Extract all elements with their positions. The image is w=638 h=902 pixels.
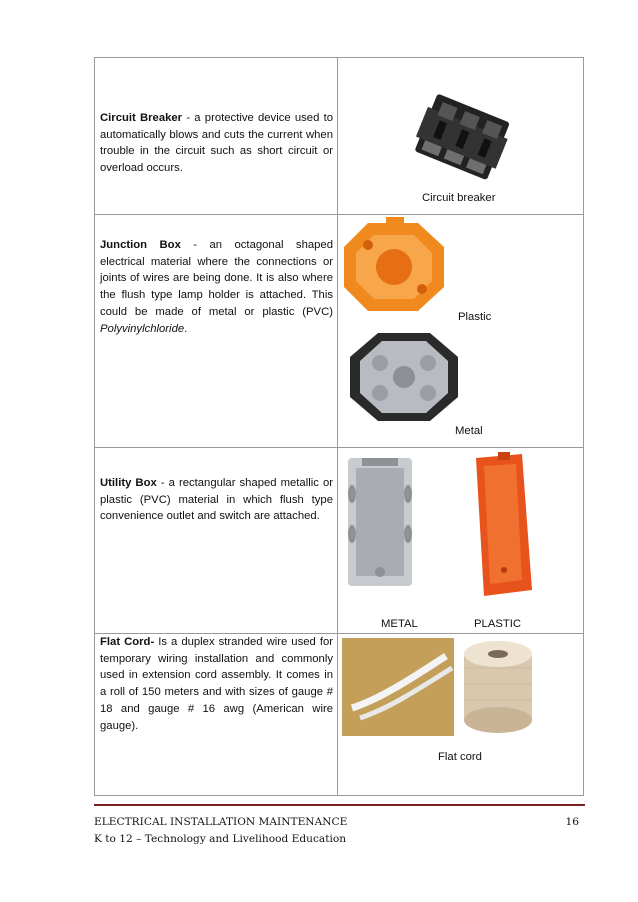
description-cell — [95, 215, 338, 448]
term-label: Circuit Breaker — [100, 112, 183, 124]
table-row — [95, 634, 584, 796]
term-label: Flat Cord- — [100, 636, 155, 648]
description-cell — [95, 448, 338, 634]
image-cell — [338, 58, 584, 215]
table-row — [95, 215, 584, 448]
plastic-utility-box-image — [462, 450, 538, 600]
description-text: Utility Box - a rectangular shaped metallic or plastic (PVC) material in which flush type convenience outlet and switch are attached. — [100, 477, 333, 523]
table-row — [95, 448, 584, 634]
flat-cord-roll-image — [460, 638, 536, 738]
image-caption: Metal — [455, 425, 483, 437]
page-number: 16 — [565, 816, 579, 828]
footer-subtitle: K to 12 – Technology and Livelihood Education — [94, 833, 347, 845]
metal-junction-box-image — [344, 329, 464, 425]
page-footer — [94, 814, 585, 848]
description-text: Junction Box - an octagonal shaped electrical material where the connections or joints of wires are being done. It is also where the flush type lamp holder is attached. This could be made of metal or plastic (PVC) Polyvinylchloride. — [100, 239, 333, 335]
metal-utility-box-image — [342, 454, 422, 590]
materials-table — [94, 57, 584, 796]
description-cell — [95, 58, 338, 215]
image-caption: Plastic — [458, 311, 492, 323]
flat-cord-image — [342, 638, 454, 736]
term-label: Junction Box — [100, 239, 181, 251]
image-caption: METAL — [381, 618, 418, 630]
term-label: Utility Box — [100, 477, 157, 489]
plastic-junction-box-image — [338, 217, 450, 317]
table-row — [95, 58, 584, 215]
description-text: Flat Cord- Is a duplex stranded wire used for temporary wiring installation and commonly used in extension cord assembly. It comes in a roll of 150 meters and with sizes of gauge # 18 and gauge # 16 awg (American wire gauge). — [100, 636, 334, 732]
image-cell — [338, 448, 584, 634]
description-text: Circuit Breaker - a protective device used to automatically blows and cuts the current when trouble in the circuit such as short circuit or overload occurs. — [100, 112, 334, 175]
image-caption: PLASTIC — [474, 618, 522, 630]
circuit-breaker-image — [404, 88, 520, 192]
image-caption: Circuit breaker — [422, 192, 496, 204]
description-cell — [95, 634, 338, 796]
image-caption: Flat cord — [438, 751, 482, 763]
footer-rule — [94, 804, 585, 806]
footer-title: ELECTRICAL INSTALLATION MAINTENANCE — [94, 816, 348, 828]
image-cell — [338, 634, 584, 796]
image-cell — [338, 215, 584, 448]
